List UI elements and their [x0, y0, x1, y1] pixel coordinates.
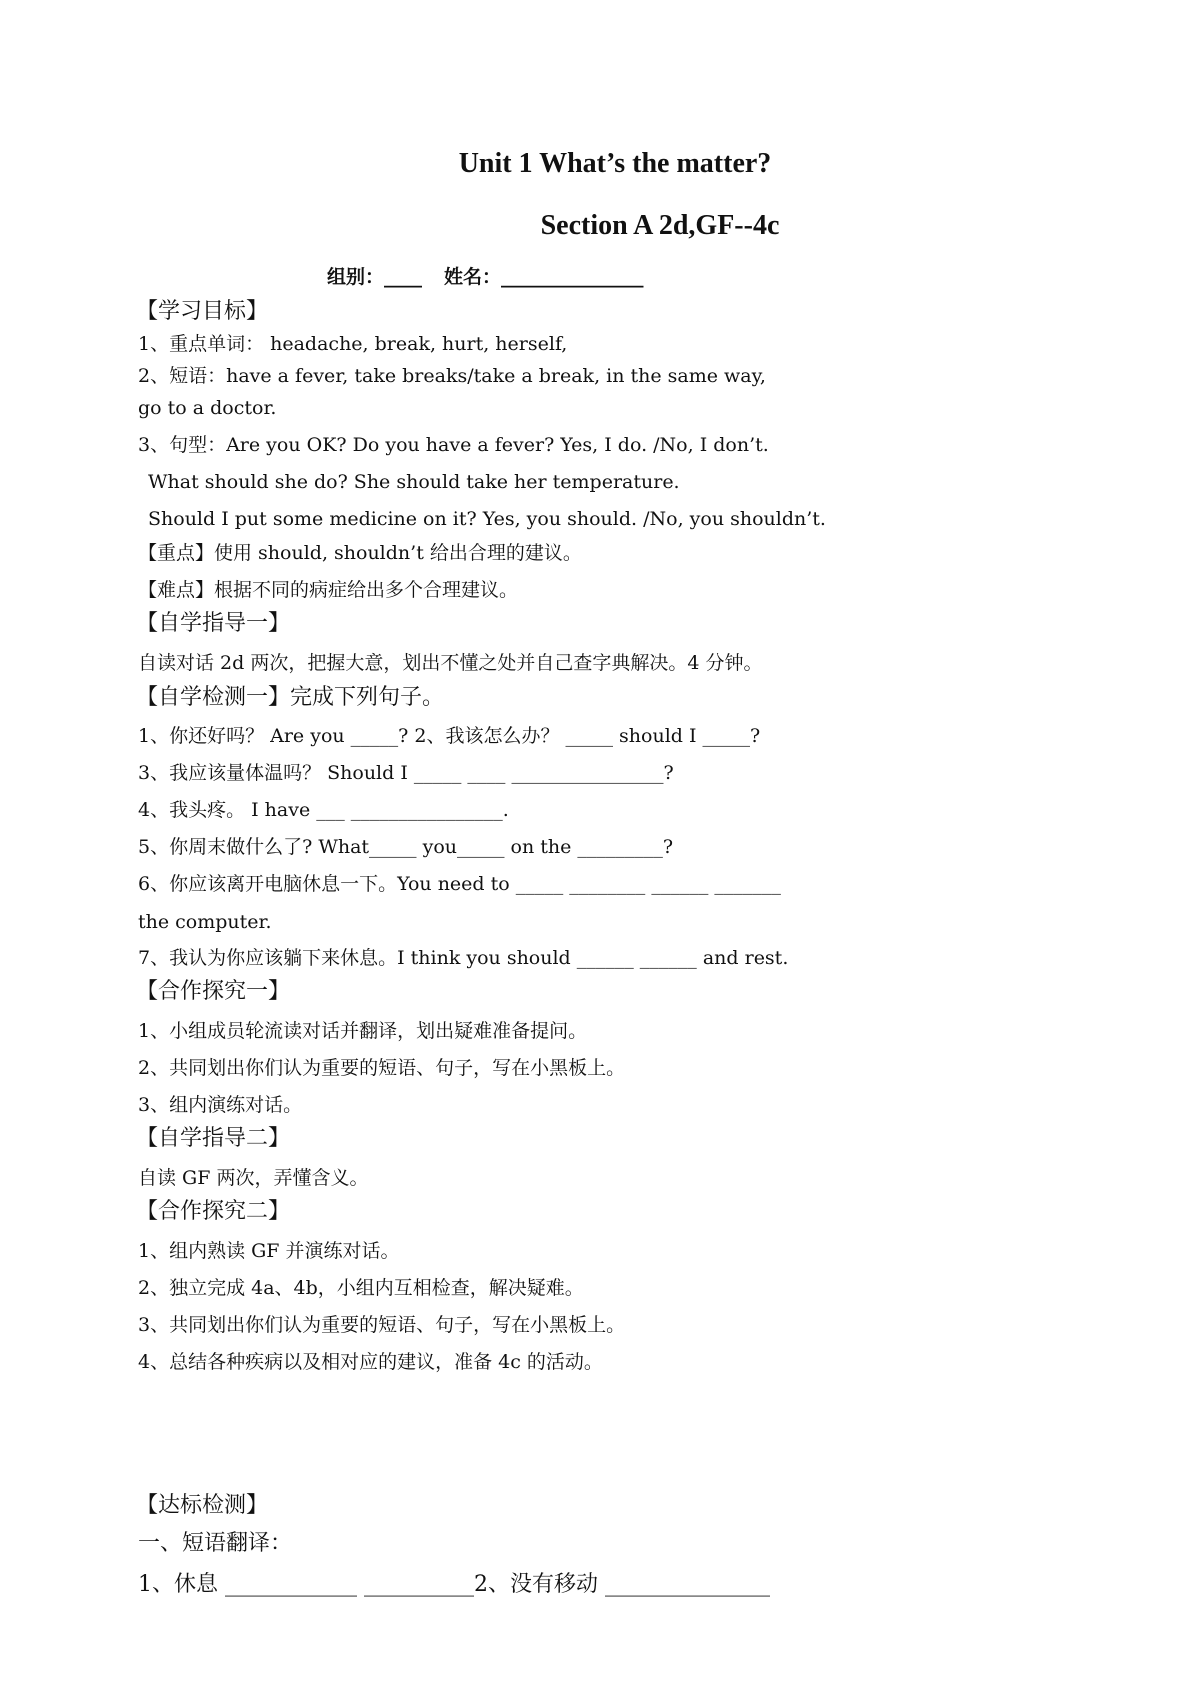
check1-item: 5、你周末做什么了? What_____ you_____ on the _________?: [138, 836, 674, 858]
objectives-sentences-3: Should I put some medicine on it? Yes, you should. /No, you shouldn’t.: [148, 508, 826, 530]
name-blank: _______________: [501, 266, 644, 288]
check1-item: 4、我头疼。 I have ___ ________________.: [138, 799, 509, 821]
guide2-text: 自读 GF 两次，弄懂含义。: [138, 1167, 369, 1189]
test-heading: 【达标检测】: [136, 1493, 269, 1518]
coop2-item: 1、组内熟读 GF 并演练对话。: [138, 1240, 400, 1262]
check1-heading: 【自学检测一】完成下列句子。: [136, 685, 445, 710]
name-label: 姓名：: [444, 266, 502, 288]
check1-item: 7、我认为你应该躺下来休息。I think you should ______ ______ and rest.: [138, 947, 789, 969]
test-translation-line: 1、休息 ____________ __________2、没有移动 _______________: [138, 1572, 770, 1597]
check1-item: 3、我应该量体温吗？ Should I _____ ____ ________________?: [138, 762, 674, 784]
objectives-phrases-2: go to a doctor.: [138, 397, 277, 419]
check1-item: the computer.: [138, 911, 272, 933]
coop2-item: 2、独立完成 4a、4b，小组内互相检查，解决疑难。: [138, 1277, 584, 1299]
check1-item: 6、你应该离开电脑休息一下。You need to _____ ________ ______ _______: [138, 873, 781, 895]
coop2-item: 4、总结各种疾病以及相对应的建议，准备 4c 的活动。: [138, 1351, 603, 1373]
coop2-item: 3、共同划出你们认为重要的短语、句子，写在小黑板上。: [138, 1314, 626, 1336]
guide1-heading: 【自学指导一】: [136, 611, 291, 636]
guide2-heading: 【自学指导二】: [136, 1126, 291, 1151]
guide1-text: 自读对话 2d 两次，把握大意，划出不懂之处并自己查字典解决。4 分钟。: [138, 652, 763, 674]
test-part1-heading: 一、短语翻译：: [138, 1531, 293, 1556]
key-point: 【重点】使用 should, shouldn’t 给出合理的建议。: [138, 542, 582, 564]
coop2-heading: 【合作探究二】: [136, 1199, 291, 1224]
group-blank: ____: [384, 266, 423, 288]
coop1-item: 1、小组成员轮流读对话并翻译，划出疑难准备提问。: [138, 1020, 588, 1042]
coop1-item: 2、共同划出你们认为重要的短语、句子，写在小黑板上。: [138, 1057, 626, 1079]
group-label: 组别：: [327, 266, 385, 288]
coop1-heading: 【合作探究一】: [136, 979, 291, 1004]
group-name-fields: [327, 262, 644, 289]
coop1-item: 3、组内演练对话。: [138, 1094, 303, 1116]
check1-item: 1、你还好吗？ Are you _____? 2、我该怎么办？ _____ should I _____?: [138, 725, 761, 747]
difficulty-point: 【难点】根据不同的病症给出多个合理建议。: [138, 579, 519, 601]
objectives-sentences-2: What should she do? She should take her temperature.: [148, 471, 680, 493]
page-title: Unit 1 What’s the matter?: [458, 148, 772, 179]
objectives-words: 1、重点单词： headache, break, hurt, herself,: [138, 333, 568, 355]
objectives-phrases-1: 2、短语：have a fever, take breaks/take a break, in the same way,: [138, 365, 766, 387]
page-subtitle: Section A 2d,GF--4c: [540, 210, 780, 241]
objectives-heading: 【学习目标】: [136, 299, 269, 324]
objectives-sentences-1: 3、句型：Are you OK? Do you have a fever? Yes, I do. /No, I don’t.: [138, 434, 769, 456]
